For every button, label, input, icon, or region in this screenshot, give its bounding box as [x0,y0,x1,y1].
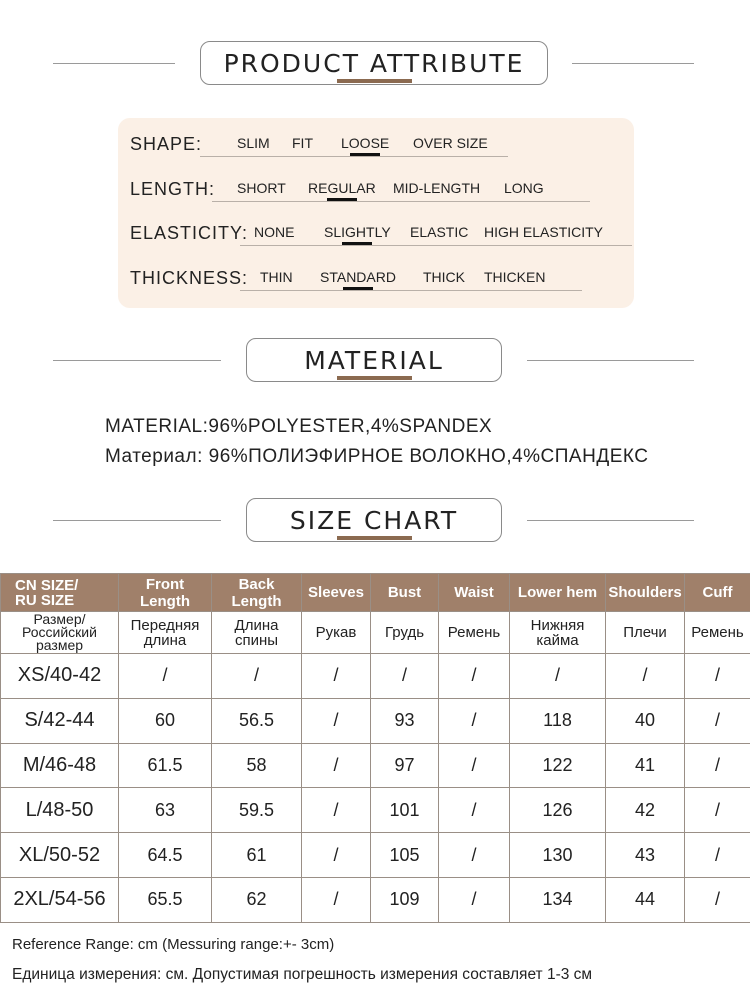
attribute-option-label: OVER SIZE [413,135,488,151]
attribute-option [423,269,465,285]
attribute-option-label: NONE [254,224,295,240]
title-underline [337,79,412,83]
attribute-option [410,224,468,240]
size-label-cell: S/42-44 [1,698,119,743]
attribute-option [504,180,544,196]
table-row [1,833,750,878]
measurement-cell: 40 [606,698,685,743]
measurement-cell: 43 [606,833,685,878]
attribute-row-length [130,177,630,207]
measurement-cell: 64.5 [119,833,212,878]
measurement-cell: / [685,698,750,743]
attribute-label: SHAPE: [130,134,203,154]
measurement-cell: / [302,833,371,878]
attribute-option-label: LONG [504,180,544,196]
measurement-cell: / [439,698,510,743]
title-underline [337,536,412,540]
table-row [1,743,750,788]
column-header-ru: Рукав [302,612,371,654]
attribute-option-label: SHORT [237,180,286,196]
attribute-option [237,135,270,151]
attribute-option-label: REGULAR [308,180,376,196]
attribute-track [212,201,590,202]
measurement-cell: 109 [371,877,439,922]
measurement-cell: 58 [212,743,302,788]
divider-left [53,63,175,64]
attribute-option [320,269,396,285]
attribute-track [240,290,582,291]
measurement-cell: / [302,698,371,743]
measurement-cell: / [302,654,371,699]
attribute-track [200,156,508,157]
measurement-cell: 62 [212,877,302,922]
column-header: Cuff [685,574,750,612]
attribute-option [308,180,376,196]
measurement-cell: 122 [510,743,606,788]
measurement-cell: 56.5 [212,698,302,743]
column-header-ru: Ремень [439,612,510,654]
divider-left [53,360,221,361]
header-row-en [1,574,750,612]
selected-marker [343,287,373,290]
measurement-cell: 65.5 [119,877,212,922]
product-attribute-header [0,41,750,91]
attribute-option-label: THICKEN [484,269,546,285]
title-underline [337,376,412,380]
column-header: Bust [371,574,439,612]
attribute-option [484,224,603,240]
column-header-ru: Плечи [606,612,685,654]
measurement-cell: 130 [510,833,606,878]
measurement-cell: 60 [119,698,212,743]
column-header: CN SIZE/ RU SIZE [1,574,119,612]
measurement-cell: 61.5 [119,743,212,788]
column-header-ru: Нижняя кайма [510,612,606,654]
measurement-note-ru: Единица измерения: см. Допустимая погрешность измерения составляет 1-3 см [12,966,593,983]
size-chart-header [0,498,750,548]
size-label-cell: 2XL/54-56 [1,877,119,922]
table-row [1,698,750,743]
selected-marker [342,242,372,245]
attribute-option-label: THIN [260,269,293,285]
attribute-panel [118,118,634,308]
divider-left [53,520,221,521]
column-header: Waist [439,574,510,612]
attribute-option-label: SLIM [237,135,270,151]
attribute-row-elasticity [130,221,630,251]
measurement-cell: / [302,788,371,833]
material-en: MATERIAL:96%POLYESTER,4%SPANDEX [105,416,493,437]
measurement-cell: 61 [212,833,302,878]
attribute-option-label: STANDARD [320,269,396,285]
measurement-cell: / [606,654,685,699]
attribute-row-thickness [130,266,630,296]
attribute-track [240,245,632,246]
material-title: MATERIAL [304,345,444,375]
attribute-option [324,224,391,240]
measurement-cell: / [685,743,750,788]
measurement-cell: / [439,788,510,833]
measurement-cell: / [212,654,302,699]
attribute-option-label: FIT [292,135,313,151]
selected-marker [327,198,357,201]
table-row [1,877,750,922]
divider-right [527,360,694,361]
column-header: Sleeves [302,574,371,612]
attribute-option [413,135,488,151]
column-header-ru: Ремень [685,612,750,654]
measurement-cell: 59.5 [212,788,302,833]
measurement-cell: / [302,743,371,788]
measurement-cell: / [119,654,212,699]
table-row [1,788,750,833]
attribute-option [260,269,293,285]
measurement-cell: / [439,654,510,699]
divider-right [527,520,694,521]
size-label-cell: M/46-48 [1,743,119,788]
measurement-cell: 126 [510,788,606,833]
attribute-option [237,180,286,196]
attribute-label: ELASTICITY: [130,223,249,243]
attribute-label: LENGTH: [130,179,216,199]
column-header-ru: Передняя длина [119,612,212,654]
column-header-ru: Длина спины [212,612,302,654]
attribute-option-label: LOOSE [341,135,390,151]
divider-right [572,63,694,64]
attribute-option [292,135,313,151]
size-chart-title: SIZE CHART [289,505,459,535]
column-header-ru: Грудь [371,612,439,654]
measurement-cell: / [371,654,439,699]
size-chart-table [0,573,750,923]
material-ru: Материал: 96%ПОЛИЭФИРНОЕ ВОЛОКНО,4%СПАНДЕКС [105,446,649,467]
column-header: Front Length [119,574,212,612]
attribute-option [341,135,389,151]
measurement-cell: 97 [371,743,439,788]
measurement-cell: 101 [371,788,439,833]
selected-marker [350,153,380,156]
reference-range-note: Reference Range: cm (Messuring range:+- 3cm) [12,936,335,953]
measurement-cell: 44 [606,877,685,922]
measurement-cell: 42 [606,788,685,833]
measurement-cell: / [302,877,371,922]
attribute-option [254,224,294,240]
measurement-cell: / [685,788,750,833]
material-header [0,338,750,388]
attribute-option-label: ELASTIC [410,224,469,240]
attribute-label: THICKNESS: [130,268,249,288]
measurement-cell: 63 [119,788,212,833]
measurement-cell: / [510,654,606,699]
measurement-cell: / [685,654,750,699]
size-label-cell: L/48-50 [1,788,119,833]
column-header-ru: Размер/ Российский размер [1,612,119,654]
measurement-cell: / [685,877,750,922]
attribute-option [393,180,480,196]
attribute-option-label: SLIGHTLY [324,224,391,240]
attribute-option-label: THICK [423,269,465,285]
measurement-cell: 93 [371,698,439,743]
measurement-cell: 105 [371,833,439,878]
attribute-row-shape [130,132,630,162]
measurement-cell: / [439,877,510,922]
header-row-ru [1,612,750,654]
column-header: Shoulders [606,574,685,612]
column-header: Lower hem [510,574,606,612]
attribute-option-label: MID-LENGTH [393,180,481,196]
measurement-cell: / [685,833,750,878]
size-label-cell: XL/50-52 [1,833,119,878]
attribute-option [484,269,545,285]
attribute-option-label: HIGH ELASTICITY [484,224,604,240]
measurement-cell: 118 [510,698,606,743]
size-label-cell: XS/40-42 [1,654,119,699]
measurement-cell: / [439,743,510,788]
column-header: Back Length [212,574,302,612]
product-attribute-title: PRODUCT ATTRIBUTE [223,48,525,78]
measurement-cell: 41 [606,743,685,788]
table-row [1,654,750,699]
measurement-cell: 134 [510,877,606,922]
measurement-cell: / [439,833,510,878]
